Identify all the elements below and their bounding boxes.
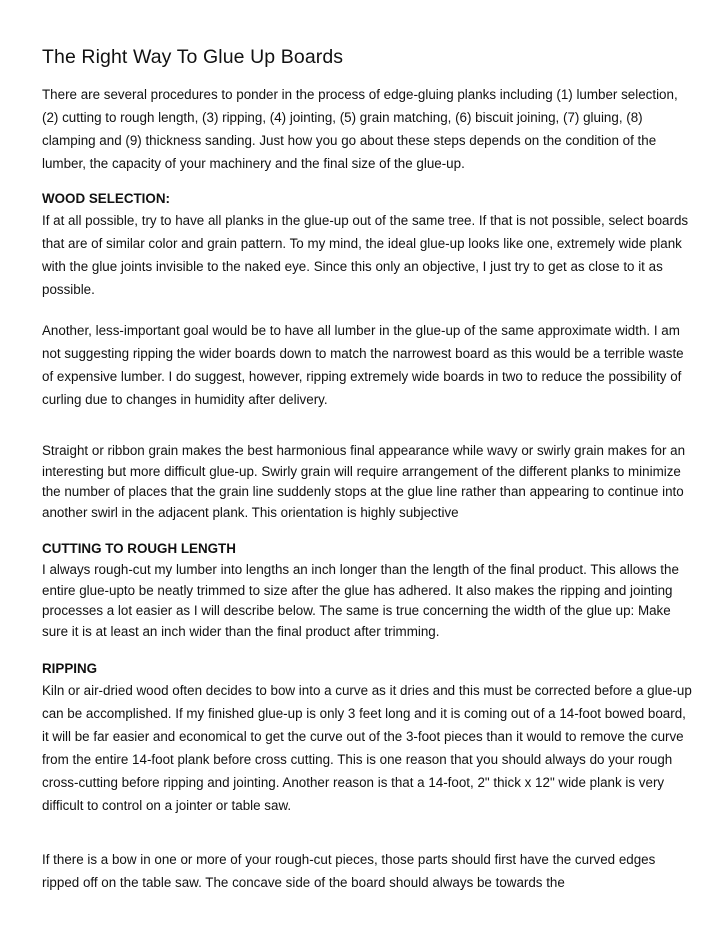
wood-selection-paragraph-2: Another, less-important goal would be to have all lumber in the glue-up of the same approximate width. I am not suggesting ripping the wider boards down to match the narrowest board as this would be a terrible waste of expensive lumber. I do suggest, however, ripping extremely wide boards in two to reduce the possibility of curling due to changes in humidity after delivery.: [42, 323, 684, 407]
document-title: The Right Way To Glue Up Boards: [42, 46, 344, 68]
cutting-heading: CUTTING TO ROUGH LENGTH: [42, 541, 236, 556]
ripping-paragraph-2: If there is a bow in one or more of your rough-cut pieces, those parts should first have the curved edges ripped off on the table saw. The concave side of the board should always be towards the: [42, 852, 656, 890]
grain-paragraph: Straight or ribbon grain makes the best harmonious final appearance while wavy or swirly grain makes for an interesting but more difficult glue-up. Swirly grain will require arrangement of the different planks to minimize the number of places that the grain line suddenly stops at the glue line rather than appearing to continue into another swirl in the adjacent plank. This orientation is highly subjective: [42, 443, 686, 520]
wood-selection-paragraph-1: If at all possible, try to have all planks in the glue-up out of the same tree. If that is not possible, select boards that are of similar color and grain pattern. To my mind, the ideal glue-up looks like one, extremely wide plank with the glue joints invisible to the naked eye. Since this only an objective, I just try to get as close to it as possible.: [42, 213, 689, 297]
intro-paragraph: There are several procedures to ponder in the process of edge-gluing planks including (1) lumber selection, (2) cutting to rough length, (3) ripping, (4) jointing, (5) grain matching, (6) biscuit joining, (7) gluing, (8) clamping and (9) thickness sanding. Just how you go about these steps depends on the condition of the lumber, the capacity of your machinery and the final size of the glue-up.: [42, 87, 678, 171]
wood-selection-heading: WOOD SELECTION:: [42, 191, 170, 206]
cutting-paragraph: I always rough-cut my lumber into lengths an inch longer than the length of the final product. This allows the entire glue-upto be neatly trimmed to size after the glue has adhered. It also makes the ripping and jointing processes a lot easier as I will describe below. The same is true concerning the width of the glue up: Make sure it is at least an inch wider than the final product after trimming.: [42, 562, 679, 639]
ripping-heading: RIPPING: [42, 661, 98, 676]
document-page: [42, 44, 692, 894]
ripping-paragraph-1: Kiln or air-dried wood often decides to bow into a curve as it dries and this must be corrected before a glue-up can be accomplished. If my finished glue-up is only 3 feet long and it is coming out of a 14-foot bowed board, it will be far easier and economical to get the curve out of the 3-foot pieces than it would to remove the curve from the entire 14-foot plank before cross cutting. This is one reason that you should always do your rough cross-cutting before ripping and jointing. Another reason is that a 14-foot, 2" thick x 12" wide plank is very difficult to control on a jointer or table saw.: [42, 683, 692, 813]
